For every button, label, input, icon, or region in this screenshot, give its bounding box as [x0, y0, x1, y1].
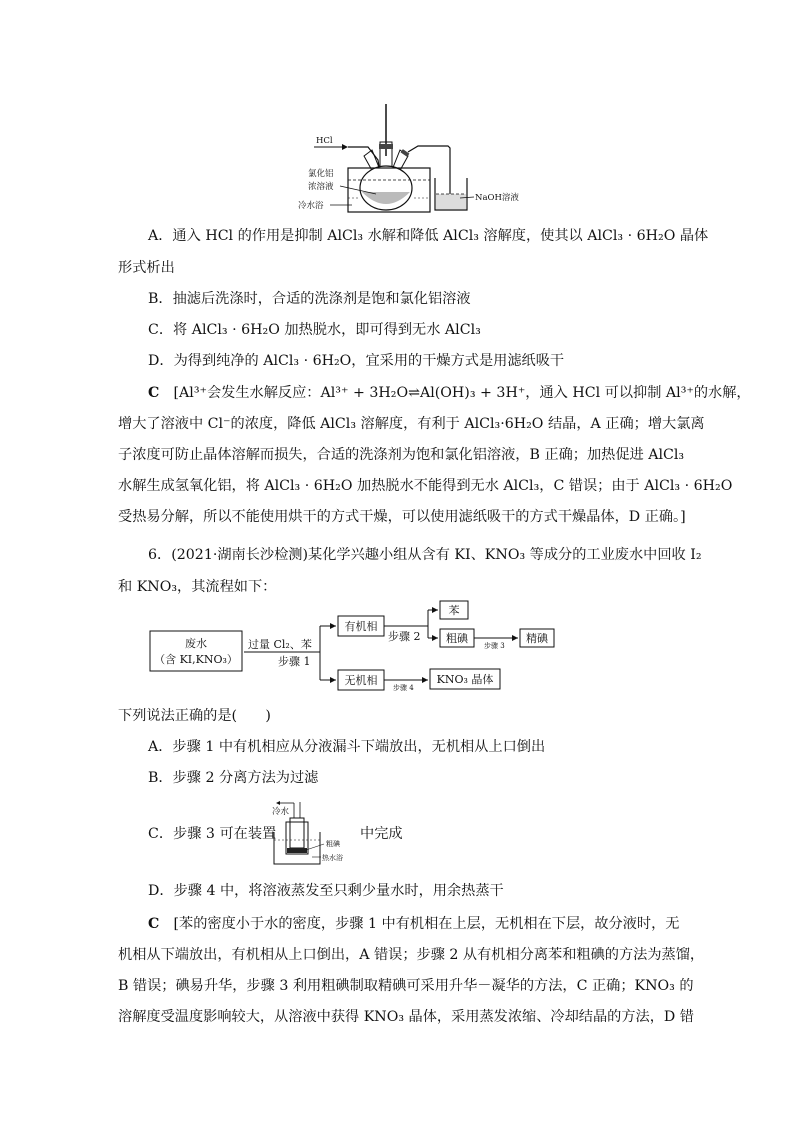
flow-waste-2: （含 KI,KNO₃）	[154, 653, 238, 666]
flow-kno3: KNO₃ 晶体	[436, 673, 494, 686]
q5-option-d: D．为得到纯净的 AlCl₃ · 6H₂O，宜采用的干燥方式是用滤纸吸干	[148, 353, 565, 369]
q5-option-c: C．将 AlCl₃ · 6H₂O 加热脱水，即可得到无水 AlCl₃	[148, 322, 481, 338]
fig2-cold-water-label: 冷水	[272, 807, 290, 817]
q6-option-b: B．步骤 2 分离方法为过滤	[148, 770, 319, 786]
flow-organic: 有机相	[344, 620, 378, 633]
flow-crude-iodine: 粗碘	[446, 632, 468, 645]
q6-question: 下列说法正确的是( )	[118, 708, 271, 724]
q5-answer-line3: 子浓度可防止晶体溶解而损失，合适的洗涤剂为饱和氯化铝溶液，B 正确；加热促进 AlCl₃	[118, 447, 685, 463]
q6-answer-letter: C	[148, 916, 160, 932]
q6-stem-line1: 6．(2021·湖南长沙检测)某化学兴趣小组从含有 KI、KNO₃ 等成分的工业废水中回收 I₂	[148, 547, 702, 563]
hcl-label: HCl	[316, 136, 333, 146]
q5-answer-line4: 水解生成氢氧化铝，将 AlCl₃ · 6H₂O 加热脱水不能得到无水 AlCl₃，C 错误；由于 AlCl₃ · 6H₂O	[118, 478, 733, 494]
flow-step1: 步骤 1	[278, 655, 311, 668]
alcl-label-1: 氯化铝	[308, 169, 334, 179]
flow-step2: 步骤 2	[388, 630, 421, 643]
q5-answer-line5: 受热易分解，所以不能使用烘干的方式干燥，可以使用滤纸吸干的方式干燥晶体，D 正确。]	[118, 509, 686, 525]
q6-option-a: A．步骤 1 中有机相应从分液漏斗下端放出，无机相从上口倒出	[148, 739, 546, 755]
q5-answer-letter: C	[148, 385, 160, 401]
q6-answer-line4: 溶解度受温度影响较大，从溶液中获得 KNO₃ 晶体，采用蒸发浓缩、冷却结晶的方法，D 错	[118, 1009, 694, 1025]
alcl-label-2: 浓溶液	[308, 182, 334, 192]
flow-chart	[148, 600, 568, 696]
flow-inorganic: 无机相	[344, 674, 378, 687]
naoh-label: NaOH溶液	[475, 193, 519, 203]
flow-pure-iodine: 精碘	[526, 632, 548, 645]
q6-answer-line1	[148, 914, 679, 934]
sublimation-figure	[266, 800, 362, 870]
q5-option-a-line1: A．通入 HCl 的作用是抑制 AlCl₃ 水解和降低 AlCl₃ 溶解度，使其以 AlCl₃ · 6H₂O 晶体	[148, 228, 709, 244]
q5-answer-text1: [Al³⁺会发生水解反应：Al³⁺ + 3H₂O⇌Al(OH)₃ + 3H⁺，通入 HCl 可以抑制 Al³⁺的水解，	[173, 385, 751, 401]
q6-answer-line3: B 错误；碘易升华，步骤 3 利用粗碘制取精碘可采用升华－凝华的方法，C 正确；KNO₃ 的	[118, 978, 694, 994]
q5-option-b: B．抽滤后洗涤时，合适的洗涤剂是饱和氯化铝溶液	[148, 291, 471, 307]
q5-answer-line1	[148, 383, 751, 403]
q6-option-c-pre: C．步骤 3 可在装置	[148, 826, 277, 842]
q6-stem-line2: 和 KNO₃，其流程如下：	[118, 579, 277, 595]
q5-option-a-line2: 形式析出	[118, 260, 175, 276]
flow-reagent: 过量 Cl₂、苯	[248, 638, 312, 651]
q5-answer-line2: 增大了溶液中 Cl⁻的浓度，降低 AlCl₃ 溶解度，有利于 AlCl₃·6H₂O 结晶，A 正确；增大氯离	[118, 416, 705, 432]
q6-option-c-post: 中完成	[360, 826, 403, 842]
fig2-hot-bath-label: 热水浴	[322, 854, 343, 862]
q6-answer-line2: 机相从下端放出，有机相从上口倒出，A 错误；步骤 2 从有机相分离苯和粗碘的方法为蒸馏，	[118, 947, 705, 963]
apparatus-figure	[290, 98, 530, 220]
flow-step3: 步骤 3	[484, 642, 505, 650]
fig2-crude-iodine-label: 粗碘	[326, 840, 340, 848]
flow-benzene: 苯	[448, 604, 460, 617]
cold-bath-label: 冷水浴	[298, 201, 324, 211]
flow-step4: 步骤 4	[393, 684, 414, 692]
flow-waste-1: 废水	[185, 637, 207, 650]
q6-answer-text1: [苯的密度小于水的密度，步骤 1 中有机相在上层，无机相在下层，故分液时，无	[173, 916, 680, 932]
q6-option-d: D．步骤 4 中，将溶液蒸发至只剩少量水时，用余热蒸干	[148, 883, 504, 899]
